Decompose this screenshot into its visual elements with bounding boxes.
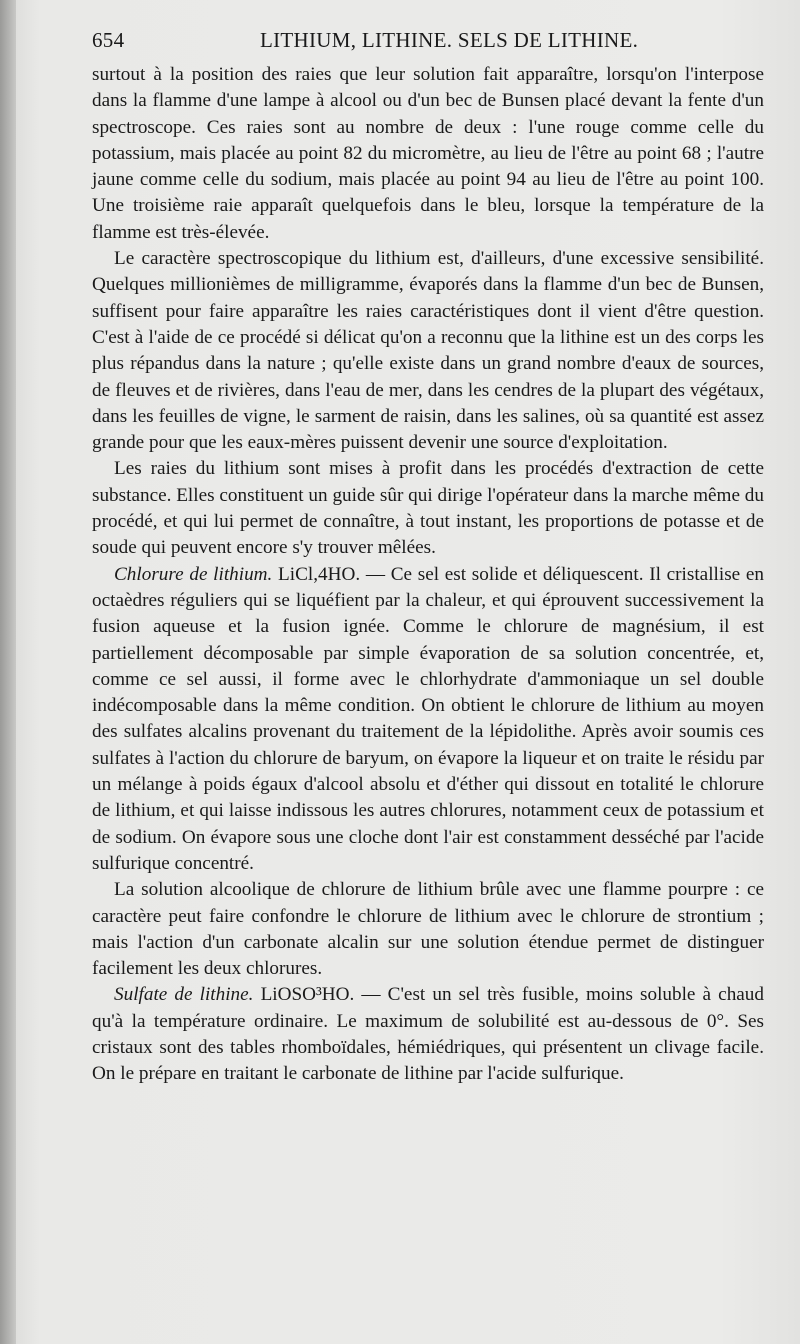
- section-title-lithine-sulfate: Sulfate de lithine.: [114, 984, 254, 1006]
- formula-lithium-chloride: LiCl,4HO.: [278, 563, 361, 585]
- paragraph-lithium-chloride: [92, 562, 764, 878]
- paragraph-extraction-lines: Les raies du lithium sont mises à profit dans les procédés d'extraction de cette substance. Elles constituent un guide sûr qui dirige l'opérateur dans la marche même du procédé, et qui lui permet de connaître, à tout instant, les proportions de potasse et de soude qui peuvent encore s'y trouver mêlées.: [92, 458, 764, 559]
- paragraph-spectral-lines: surtout à la position des raies que leur solution fait apparaître, lorsqu'on l'interpose dans la flamme d'une lampe à alcool ou d'un bec de Bunsen placé devant la fente d'un spectroscope. Ces raies sont au nombre de deux : l'une rouge comme celle du potassium, mais placée au point 82 du micromètre, au lieu de l'être au point 68 ; l'autre jaune comme celle du sodium, mais placée au point 94 au lieu de l'être au point 100. Une troisième raie apparaît quelquefois dans le bleu, lorsque la température de la flamme est très-élevée.: [92, 64, 764, 243]
- paragraph-alcoholic-solution: La solution alcoolique de chlorure de lithium brûle avec une flamme pourpre : ce caractère peut faire confondre le chlorure de lithium avec le chlorure de strontium ; mais l'action d'un carbonate alcalin sur une solution étendue permet de distinguer facilement les deux chlorures.: [92, 879, 764, 980]
- body-lithium-chloride: — Ce sel est solide et déliquescent. Il cristallise en octaèdres réguliers qui se liquéfient par la chaleur, et qui éprouvent successivement la fusion aqueuse et la fusion ignée. Comme le chlorure de magnésium, il est partiellement décomposable par simple évaporation de sa solution concentrée, et, comme ce sel aussi, il forme avec le chlorhydrate d'ammoniaque un sel double indécomposable dans la même condition. On obtient le chlorure de lithium au moyen des sulfates alcalins provenant du traitement de la lépidolithe. Après avoir soumis ces sulfates à l'action du chlorure de baryum, on évapore la liqueur et on traite le résidu par un mélange à poids égaux d'alcool absolu et d'éther qui dissout en totalité le chlorure de lithium, et qui laisse indissous les autres chlorures, notamment ceux de potassium et de sodium. On évapore sous une cloche dont l'air est constamment desséché par l'acide sulfurique concentré.: [92, 563, 764, 874]
- body-text: [92, 62, 764, 1088]
- page-number: 654: [92, 28, 125, 52]
- page-gutter-shadow: [0, 0, 16, 1344]
- paragraph-lithine-sulfate: [92, 982, 764, 1087]
- body-lithine-sulfate: — C'est un sel très fusible, moins soluble à chaud qu'à la température ordinaire. Le maximum de solubilité est au-dessous de 0°. Ses cristaux sont des tables rhomboïdales, hémiédriques, qui présentent un clivage facile. On le prépare en traitant le carbonate de lithine par l'acide sulfurique.: [92, 984, 764, 1085]
- paragraph-spectroscopic-sensitivity: Le caractère spectroscopique du lithium est, d'ailleurs, d'une excessive sensibilité. Quelques millionièmes de milligramme, évaporés dans la flamme d'un bec de Bunsen, suffisent pour faire apparaître les raies caractéristiques dont il vient d'être question. C'est à l'aide de ce procédé si délicat qu'on a reconnu que la lithine est un des corps les plus répandus dans la nature ; qu'elle existe dans un grand nombre d'eaux de sources, de fleuves et de rivières, dans l'eau de mer, dans les cendres de la plupart des végétaux, dans les feuilles de vigne, le sarment de raisin, dans les salines, où sa quantité est assez grande pour que les eaux-mères puissent devenir une source d'exploitation.: [92, 248, 764, 454]
- section-title-lithium-chloride: Chlorure de lithium.: [114, 563, 273, 585]
- running-head: LITHIUM, LITHINE. SELS DE LITHINE.: [260, 28, 639, 52]
- page-header: [92, 28, 767, 58]
- formula-lithine-sulfate: LiOSO³HO.: [260, 984, 355, 1006]
